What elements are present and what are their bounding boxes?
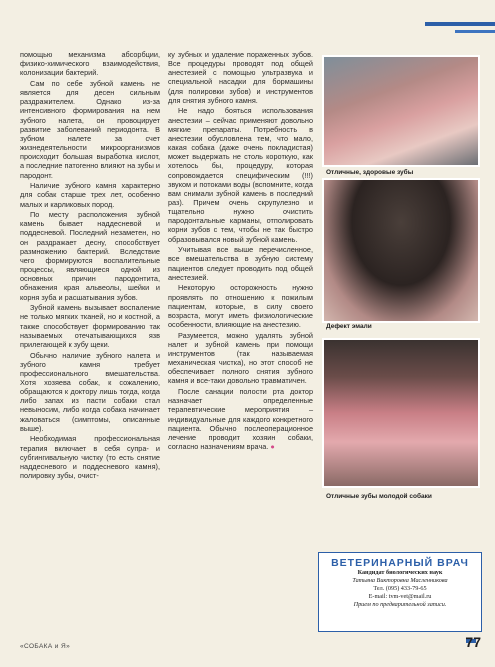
photo-young-dog-teeth [322, 338, 480, 488]
vet-note: Прием по предварительной записи. [353, 601, 447, 608]
paragraph: Некоторую осторожность нужно проявлять по отношению к пожилым пациентам, которые, в силу своего возраста, могут иметь физиологические особенности, влияющие на анестезию. [168, 283, 313, 330]
photo-healthy-teeth [322, 55, 480, 167]
photo-caption: Дефект эмали [326, 323, 372, 330]
vet-title: ВЕТЕРИНАРНЫЙ ВРАЧ [331, 557, 469, 569]
decorative-stripe [425, 22, 495, 26]
end-marker-icon: ● [270, 442, 275, 452]
paragraph: Зубной камень вызывает воспаление не только мягких тканей, но и костной, а также способствует формированию так называемых отечатывающихся язв прилегающей к зубу щеки. [20, 303, 160, 349]
vet-contact-box [318, 552, 482, 632]
paragraph: Сам по себе зубной камень не является для десен сильным раздражителем. Однако из-за интенсивного формирования на нем зубного налета, он провоцирует развитие заболеваний периодонта. В зубном налете за счет жизнедеятельности микроорганизмов происходит большая выработка кислот, а последние патогенно влияют на зубы и пародонт. [20, 78, 160, 180]
vet-name: Татьяна Викторовна Масленникова [352, 577, 448, 584]
text-column-middle [168, 50, 313, 453]
photo-enamel-defect [322, 178, 480, 323]
decorative-stripe [455, 30, 495, 33]
vet-email: E-mail: tvm-vet@mail.ru [368, 593, 432, 600]
paragraph: ку зубных и удаление пораженных зубов. Все процедуры проводят под общей анестезией с помощью ультразвука и специальной насадки для бормашины (для полировки зубов) и инструментов для снятия зубного камня. [168, 50, 313, 105]
page-number: 77 [465, 634, 481, 650]
photo-caption: Отличные, здоровые зубы [326, 169, 414, 176]
paragraph-text: После санации полости рта доктор назначает определенные терапевтические мероприятия – индивидуальные для каждого конкретного пациента. Обычно послеоперационное лечение проводит хозяин собаки, согласно назначениям врача. [168, 387, 313, 452]
paragraph: По месту расположения зубной камень бывает наддесневой и поддесневой. Последний незаметен, но он раздражает десну, способствует размножению бактерий. Вследствие чего формируются воспалительные процессы, являющиеся одной из основных причин пародонтита, обнажения края альвеолы, шейки и корня зуба и расшатывания зубов. [20, 210, 160, 302]
text-column-left [20, 50, 160, 482]
paragraph: помощью механизма абсорбции, физико-химического взаимодействия, колонизации бактерий. [20, 50, 160, 78]
paragraph [168, 387, 313, 451]
paragraph: Необходимая профессиональная терапия включает в себя супра- и субгингивальную чистку (то есть снятие наддесневого и поддесневого камня), полировку зубы, очист- [20, 434, 160, 481]
paragraph: Обычно наличие зубного налета и зубного камня требует профессионального вмешательства. Хотя хозяева собак, к сожалению, обращаются к доктору лишь тогда, когда либо запах из пасти собаки стал невыносим, либо когда собака начинает жаловаться (симптомы, описанные выше). [20, 350, 160, 433]
paragraph: Учитывая все выше перечисленное, все вмешательства в зубную систему пациентов следует проводить под общей анестезией. [168, 245, 313, 282]
paragraph: Наличие зубного камня характерно для собак старше трех лет, особенно малых и карликовых пород. [20, 181, 160, 209]
paragraph: Не надо бояться использования анестезии – сейчас применяют довольно мягкие препараты. Потребность в анестезии обусловлена тем, что мало, какая собака (даже очень покладистая) может выдержать не столь короткую, как хотелось бы, процедуру, которая сопровождается специфическим (!!!) звуком и потоками воды (вспомните, когда вам снимали зубной камень в последний раз). Причем очень скрупулезно и тщательно нужно очистить пародонтальные карманы, отполировать корни зубов с тем, чтобы не так быстро образовывался новый зубной камень. [168, 106, 313, 244]
vet-phone: Тел. (095) 433-79-65 [373, 585, 427, 592]
paragraph: Разумеется, можно удалять зубной налет и зубной камень при помощи инструментов (так называемая механическая чистка), но этот способ не обеспечивает полного снятия зубного камня и все-таки довольно травматичен. [168, 330, 313, 386]
photo-caption: Отличные зубы молодой собаки [326, 493, 432, 500]
vet-degree: Кандидат биологических наук [357, 569, 443, 576]
magazine-name: «СОБАКА и Я» [20, 643, 71, 650]
